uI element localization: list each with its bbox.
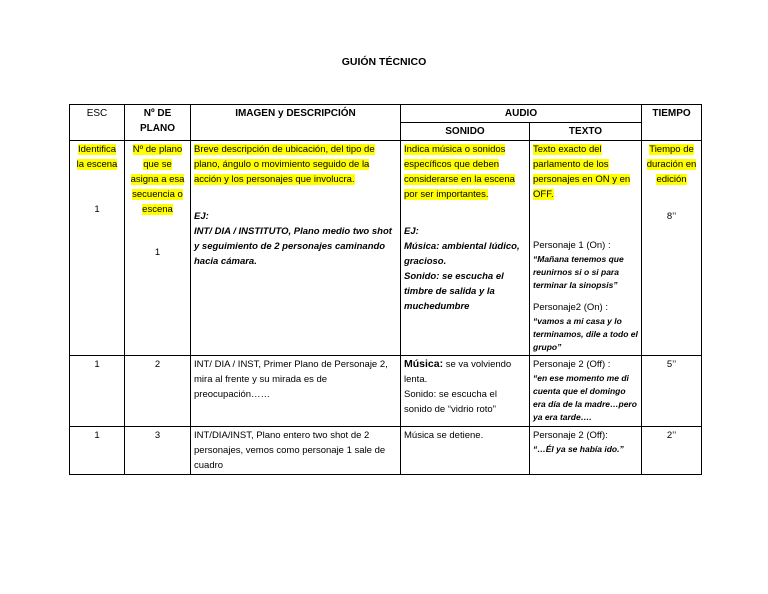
row2-tiempo: 2’’: [642, 427, 702, 475]
guide-plano-text: Nº de plano que se asigna a esa secuencia o escena: [130, 144, 185, 215]
guide-tiempo-value: 8’’: [666, 211, 677, 222]
guide-sonido-example-label: EJ:: [404, 226, 419, 237]
guide-tiempo-text: Tiempo de duración en edición: [646, 144, 697, 185]
row1-sonido-sound: Sonido: se escucha el sonido de “vidrio roto”: [404, 389, 497, 415]
technical-script-table: [69, 104, 702, 475]
guide-sonido-cell: [401, 141, 530, 356]
row1-esc: 1: [70, 356, 125, 427]
row1-tiempo: 5’’: [642, 356, 702, 427]
header-audio: AUDIO: [401, 105, 642, 123]
row1-sonido: [401, 356, 530, 427]
guide-imagen-example-label: EJ:: [194, 211, 209, 222]
guide-plano-number: 1: [154, 247, 161, 258]
guide-texto-p2-label: Personaje2 (On) :: [533, 302, 608, 313]
guide-row: [70, 141, 702, 356]
guide-texto-cell: [530, 141, 642, 356]
guide-tiempo-cell: [642, 141, 702, 356]
guide-texto-p2-quote: “vamos a mi casa y lo terminamos, dile a todo el grupo”: [533, 316, 638, 352]
header-sonido: SONIDO: [401, 123, 530, 141]
header-plano: [125, 105, 191, 141]
guide-plano-cell: [125, 141, 191, 356]
header-plano-line1: Nº DE: [143, 108, 172, 119]
row1-sonido-rest: se va volviendo lenta.: [404, 359, 512, 385]
row2-esc: 1: [70, 427, 125, 475]
guide-esc-cell: [70, 141, 125, 356]
row2-plano: 3: [125, 427, 191, 475]
row2-sonido: Música se detiene.: [401, 427, 530, 475]
row2-imagen: INT/DIA/INST, Plano entero two shot de 2 personajes, vemos como personaje 1 sale de cuadro: [191, 427, 401, 475]
row2-texto-quote: “…Él ya se había ido.”: [533, 444, 624, 454]
guide-texto-text: Texto exacto del parlamento de los personajes en ON y en OFF.: [533, 144, 631, 200]
guide-sonido-example-music: Música: ambiental lúdico, gracioso.: [404, 241, 520, 267]
guide-texto-p1-label: Personaje 1 (On) :: [533, 240, 611, 251]
header-texto: TEXTO: [530, 123, 642, 141]
row1-sonido-label: Música:: [404, 358, 444, 370]
guide-texto-p1-quote: “Mañana tenemos que reunirnos si o si para terminar la sinopsis”: [533, 254, 624, 290]
row1-texto: [530, 356, 642, 427]
header-imagen: IMAGEN y DESCRIPCIÓN: [191, 105, 401, 141]
header-row-1: [70, 105, 702, 123]
header-esc: ESC: [70, 105, 125, 141]
row2-texto: [530, 427, 642, 475]
header-plano-line2: PLANO: [140, 123, 175, 134]
table-row: [70, 356, 702, 427]
table-row: [70, 427, 702, 475]
row1-imagen: INT/ DIA / INST, Primer Plano de Personaje 2, mira al frente y su mirada es de preocupación……: [191, 356, 401, 427]
guide-imagen-example: INT/ DIA / INSTITUTO, Plano medio two shot y seguimiento de 2 personajes caminando hacia cámara.: [194, 226, 392, 267]
row1-texto-label: Personaje 2 (Off) :: [533, 359, 611, 370]
row1-plano: 2: [125, 356, 191, 427]
row2-texto-label: Personaje 2 (Off):: [533, 430, 608, 441]
guide-sonido-text: Indica música o sonidos específicos que deben considerarse en la escena por ser importantes.: [404, 144, 515, 200]
guide-esc-text: Identifica la escena: [76, 144, 118, 170]
row1-texto-quote: “en ese momento me di cuenta que el domingo era día de la madre…pero ya era tarde….: [533, 373, 637, 422]
header-tiempo: TIEMPO: [642, 105, 702, 141]
guide-sonido-example-sound: Sonido: se escucha el timbre de salida y la muchedumbre: [404, 271, 504, 312]
document-title: GUIÓN TÉCNICO: [341, 56, 427, 68]
guide-esc-number: 1: [94, 204, 100, 215]
guide-imagen-cell: [191, 141, 401, 356]
guide-imagen-text: Breve descripción de ubicación, del tipo de plano, ángulo o movimiento seguido de la acción y los personajes que involucra.: [194, 144, 375, 185]
